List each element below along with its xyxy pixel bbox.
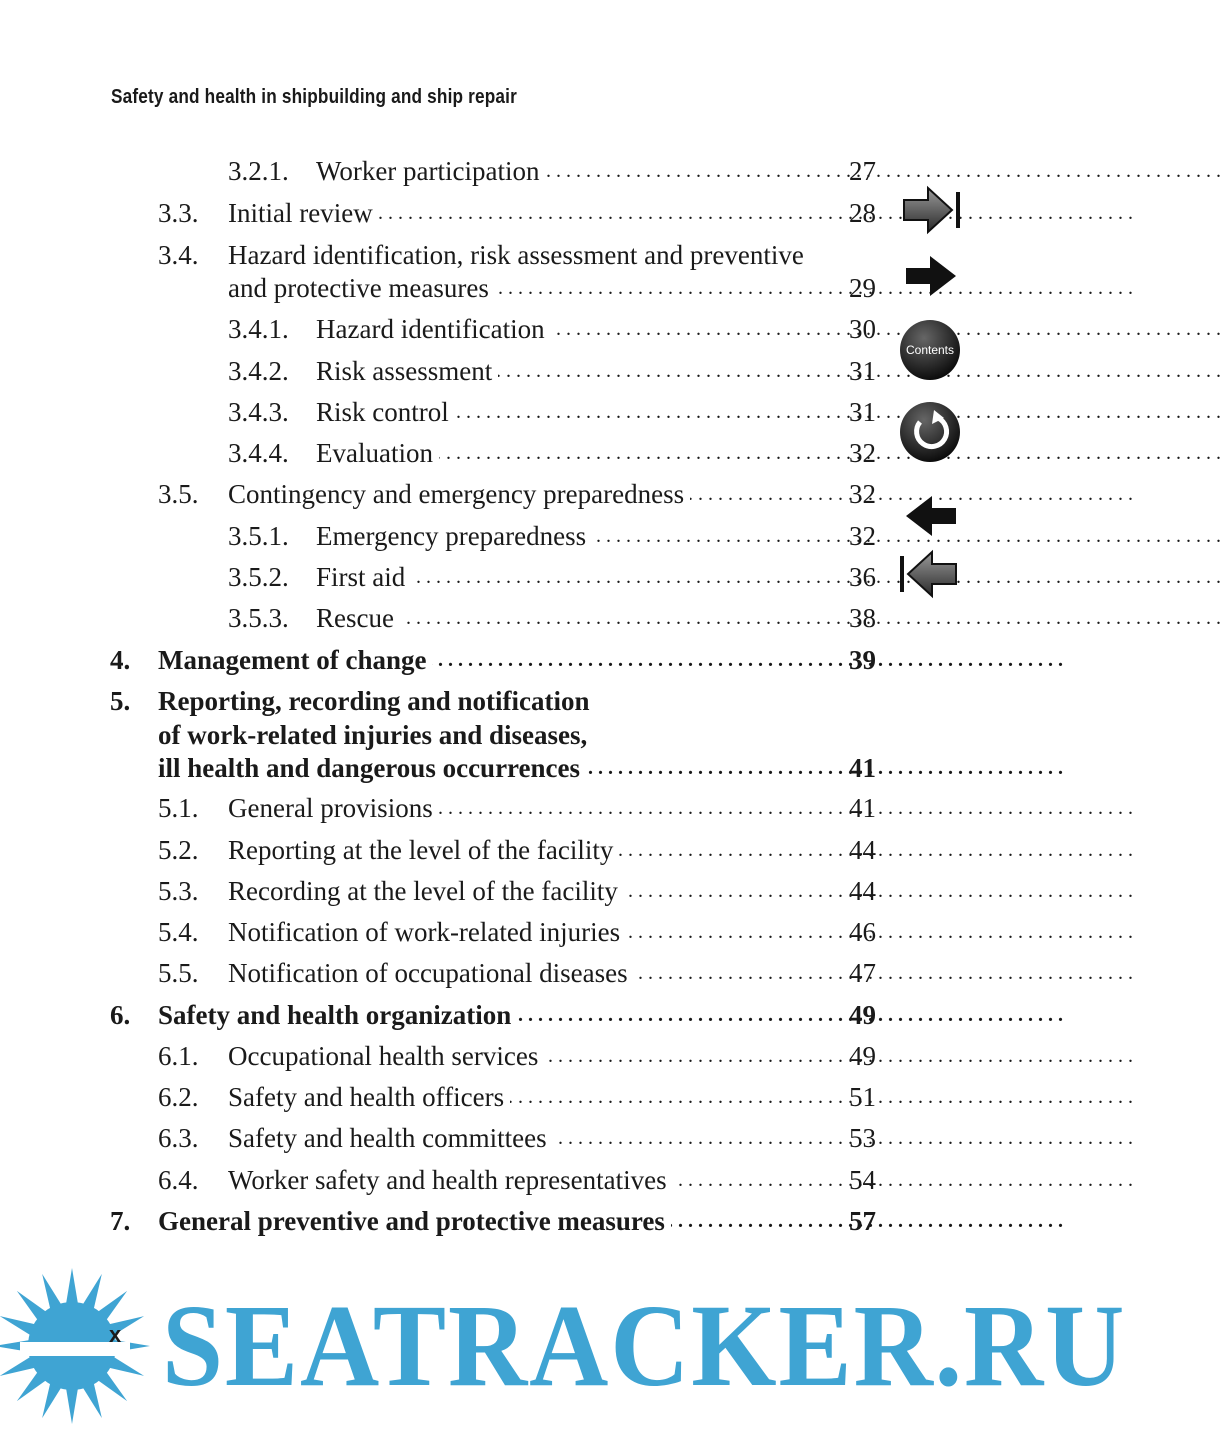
toc-entry[interactable] [0,1079,1024,1115]
toc-title: Safety and health organization [158,1000,517,1030]
toc-number: 3.5. [158,479,199,509]
toc-title: Rescue [316,603,400,633]
toc-entry[interactable] [0,518,1024,554]
toc-number: 3.4.1. [228,314,289,344]
toc-title: Initial review [228,198,379,228]
toc-number: 6.3. [158,1123,199,1153]
back-button[interactable] [898,400,962,464]
toc-number: 7. [110,1206,131,1236]
toc-number: 4. [110,645,131,675]
toc-number: 3.5.2. [228,562,289,592]
toc-number: 5.2. [158,835,199,865]
toc-title: Occupational health services [228,1041,544,1071]
toc-page: 38 [849,603,876,633]
first-page-icon [898,542,962,606]
toc-page: 47 [849,958,876,988]
last-page-button[interactable] [898,178,962,242]
toc-title: Hazard identification [316,314,551,344]
toc-page: 41 [849,753,876,783]
toc-title: Contingency and emergency preparedness [228,479,690,509]
previous-page-icon [898,484,962,548]
toc-page: 30 [849,314,876,344]
toc-page: 44 [849,876,876,906]
toc-entry[interactable] [0,394,1024,430]
toc-title: Management of change [158,645,432,675]
toc-title: Notification of occupational diseases [228,958,634,988]
toc-title: Reporting at the level of the facility [228,835,619,865]
toc-page: 44 [849,835,876,865]
toc-number: 5. [110,686,131,716]
toc-number: 3.4. [158,240,199,270]
toc-page: 51 [849,1082,876,1112]
toc-entry[interactable] [0,914,1024,950]
toc-title: Worker participation [316,156,546,186]
toc-number: 3.3. [158,198,199,228]
toc-entry[interactable] [0,955,1024,991]
toc-page: 31 [849,356,876,386]
first-page-button[interactable] [898,542,962,606]
toc-entry[interactable] [0,1162,1024,1198]
toc-title: Risk control [316,397,455,427]
toc-page: 27 [849,156,876,186]
next-page-icon [898,244,962,308]
toc-number: 5.5. [158,958,199,988]
toc-number: 5.3. [158,876,199,906]
toc-title-continued: ill health and dangerous occurrences [158,753,586,783]
toc-title: General preventive and protective measures [158,1206,671,1236]
toc-number: 6. [110,1000,131,1030]
toc-page: 41 [849,793,876,823]
toc-number: 3.4.2. [228,356,289,386]
toc-entry[interactable] [0,311,1024,347]
toc-page: 32 [849,438,876,468]
last-page-icon [898,178,962,242]
toc-entry[interactable] [0,600,1024,636]
toc-page: 49 [849,1000,876,1030]
toc-entry[interactable] [0,153,1024,189]
contents-button-shape [898,318,962,382]
previous-page-button[interactable] [898,484,962,548]
toc-title: Notification of work-related injuries [228,917,626,947]
toc-title[interactable]: Hazard identification, risk assessment and preventive [228,240,804,270]
toc-number: 3.4.4. [228,438,289,468]
toc-number: 6.1. [158,1041,199,1071]
toc-title: Worker safety and health representatives [228,1165,673,1195]
page-number: x [109,1322,122,1347]
toc-page: 31 [849,397,876,427]
toc-title: Evaluation [316,438,439,468]
toc-entry[interactable] [0,195,1024,231]
toc-page: 32 [849,521,876,551]
toc-chapter-entry[interactable] [0,750,1024,786]
toc-entry[interactable] [0,476,1024,512]
toc-entry[interactable] [0,790,1024,826]
toc-page: 49 [849,1041,876,1071]
toc-title: Safety and health committees [228,1123,553,1153]
toc-page: 36 [849,562,876,592]
toc-title-continued[interactable]: of work-related injuries and diseases, [158,720,588,750]
toc-number: 3.5.1. [228,521,289,551]
toc-number: 5.4. [158,917,199,947]
toc-entry[interactable] [0,353,1024,389]
running-head: Safety and health in shipbuilding and ship repair [111,86,517,108]
toc-number: 3.5.3. [228,603,289,633]
toc-chapter-entry[interactable] [0,1203,1024,1239]
toc-chapter-entry[interactable] [0,642,1024,678]
toc-page: 32 [849,479,876,509]
contents-button[interactable] [898,318,962,382]
toc-number: 6.4. [158,1165,199,1195]
toc-title: Safety and health officers [228,1082,510,1112]
contents-label: Contents [905,343,955,357]
toc-title: First aid [316,562,411,592]
toc-number: 6.2. [158,1082,199,1112]
watermark-text: SEATRACKER.RU [162,1280,1127,1411]
toc-entry[interactable] [0,1120,1024,1156]
toc-entry[interactable] [0,832,1024,868]
toc-title-continued: and protective measures [228,273,495,303]
toc-page: 28 [849,198,876,228]
toc-entry[interactable] [0,873,1024,909]
next-page-button[interactable] [898,244,962,308]
toc-page: 57 [849,1206,876,1236]
toc-entry[interactable] [0,435,1024,471]
toc-number: 3.4.3. [228,397,289,427]
toc-entry[interactable] [0,1038,1024,1074]
toc-title: Recording at the level of the facility [228,876,624,906]
sun-logo-icon [0,1266,160,1426]
toc-title: Emergency preparedness [316,521,592,551]
toc-page: 39 [849,645,876,675]
toc-page: 29 [849,273,876,303]
toc-number: 3.2.1. [228,156,289,186]
toc-entry[interactable] [0,559,1024,595]
toc-entry[interactable] [0,270,1024,306]
toc-title: Risk assessment [316,356,498,386]
toc-page: 54 [849,1165,876,1195]
toc-title: General provisions [228,793,439,823]
toc-page: 46 [849,917,876,947]
toc-chapter-entry[interactable] [0,997,1024,1033]
toc-number: 5.1. [158,793,199,823]
back-icon [898,400,962,464]
toc-page: 53 [849,1123,876,1153]
toc-title[interactable]: Reporting, recording and notification [158,686,590,716]
